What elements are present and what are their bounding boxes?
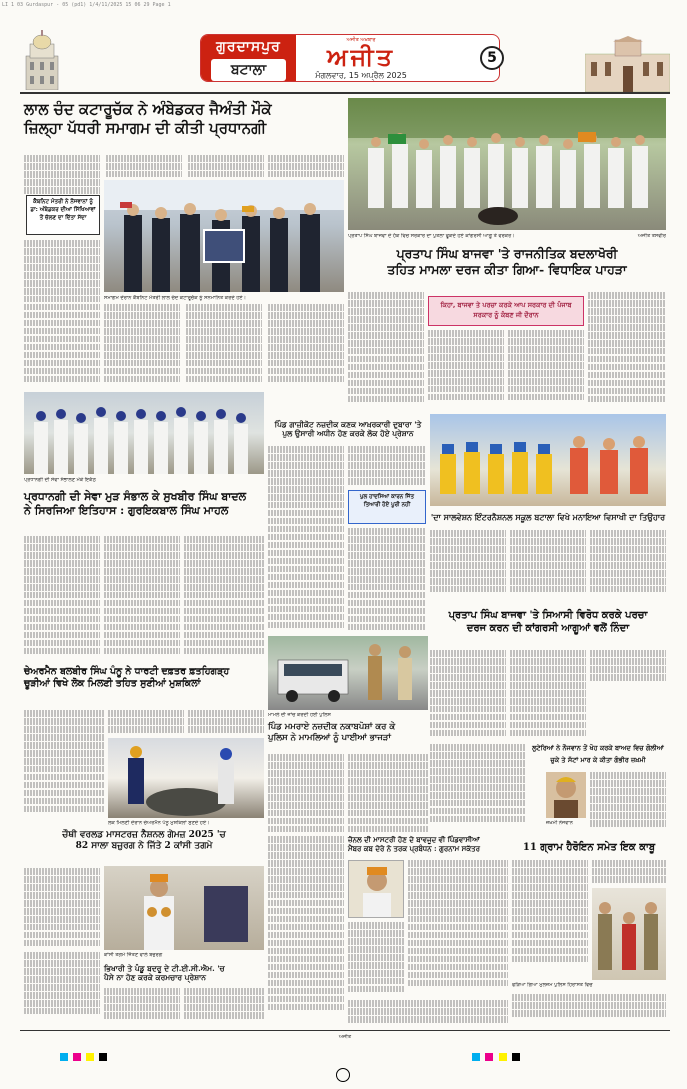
article-2-photo <box>348 98 666 230</box>
article-6-body-col1 <box>430 650 506 740</box>
article-1-body-col1b <box>24 240 100 388</box>
article-6-body-col2 <box>510 650 586 740</box>
article-10-photo <box>348 860 404 918</box>
black-swatch-right <box>512 1053 520 1061</box>
city-name-top: ਗੁਰਦਾਸਪੁਰ <box>216 39 281 55</box>
article-6-headline-line2: ਦਰਜ ਕਰਨ ਦੀ ਕਾਂਗਰਸੀ ਆਗੂਆਂ ਵਲੋਂ ਨਿੰਦਾ <box>466 622 630 634</box>
city-block <box>201 35 296 82</box>
article-5-body-col1 <box>430 530 506 600</box>
article-3-headline-line2: ਨੇ ਸਿਰਜਿਆ ਇਤਿਹਾਸ : ਗੁਰਇਕਬਾਲ ਸਿੰਘ ਮਾਹਲ <box>24 503 229 517</box>
article-7-body-col3 <box>188 710 264 734</box>
color-registration-bar <box>60 1046 520 1065</box>
article-4-headline-line1: ਪਿੰਡ ਗਾਜ਼ੀਕੋਟ ਨਜ਼ਦੀਕ ਕਣਕ ਆਖ਼ਰਕਾਰੀ ਦੁਬਾਰਾ 'ਤੇ <box>274 420 422 429</box>
article-3-body-col2 <box>104 536 180 660</box>
article-5-body-col3 <box>590 530 666 600</box>
temple-illustration-left <box>22 30 62 90</box>
article-8-caption: ਮਾਮਲੇ ਦੀ ਜਾਂਚ ਕਰਦੀ ਹੋਈ ਪੁਲਿਸ <box>268 712 331 718</box>
article-8-headline-line1: ਪਿੰਡ ਮਮਰਾਏ ਨਜ਼ਦੀਕ ਨਕਾਬਪੋਸ਼ਾਂ ਕਰ ਕੇ <box>268 722 396 732</box>
article-12-body-col1b <box>24 952 100 1022</box>
article-8-body-col2 <box>348 754 428 832</box>
article-1-body-col3b <box>186 304 262 388</box>
article-1-body-col2b <box>104 304 180 388</box>
article-7-body-col1 <box>24 710 104 812</box>
article-2-credit: ਅਜੀਤ ਤਸਵੀਰ <box>637 233 666 239</box>
article-1-headline-line2: ਜ਼ਿਲ੍ਹਾ ਪੱਧਰੀ ਸਮਾਗਮ ਦੀ ਕੀਤੀ ਪ੍ਰਧਾਨਗੀ <box>24 118 267 137</box>
article-4-body-col1 <box>268 446 344 636</box>
article-12-headline-line1: ਚੌਥੀ ਵਰਲਡ ਮਾਸਟਰਜ਼ ਨੈਸ਼ਨਲ ਗੇਮਜ਼ 2025 'ਚ <box>62 830 226 840</box>
building-illustration-right <box>585 36 670 92</box>
article-2-caption: ਪ੍ਰਤਾਪ ਸਿੰਘ ਬਾਜਵਾ ਦੇ ਹੱਕ ਵਿਚ ਸਰਕਾਰ ਦਾ ਪੁਤਲਾ ਫੂਕਦੇ ਹੋਏ ਕਾਂਗਰਸੀ ਆਗੂ ਤੇ ਵਰਕਰ। <box>348 233 515 239</box>
article-10-body-col1 <box>408 860 508 990</box>
article-11-caption: ਫੜਿਆ ਗਿਆ ਮੁਲਜ਼ਮ ਪੁਲਿਸ ਹਿਰਾਸਤ ਵਿਚ <box>512 982 593 988</box>
article-12-photo <box>104 866 264 950</box>
article-7-headline <box>24 666 264 690</box>
article-5-photo <box>430 414 666 506</box>
article-8-body-col1 <box>268 754 344 832</box>
article-7-headline-line2: ਚੂੜੀਆਂ ਵਿਖੇ ਲੋਕ ਮਿਲਣੀ ਤਹਿਤ ਸੁਣੀਆਂ ਮੁਸ਼ਕਿਲਾਂ <box>24 677 201 689</box>
magenta-swatch <box>73 1053 81 1061</box>
article-11-body-col2 <box>592 860 666 884</box>
article-1-body-col2 <box>106 155 182 177</box>
article-1-body-col4b <box>268 304 344 388</box>
article-1-caption: ਸਮਾਗਮ ਦੌਰਾਨ ਕੈਬਨਿਟ ਮੰਤਰੀ ਲਾਲ ਚੰਦ ਕਟਾਰੂਚੱਕ ਨੂੰ ਸਨਮਾਨਿਤ ਕਰਦੇ ਹੋਏ। <box>104 295 246 301</box>
page-number-badge: 5 <box>480 46 504 70</box>
article-1-headline-line1: ਲਾਲ ਚੰਦ ਕਟਾਰੂਚੱਕ ਨੇ ਅੰਬੇਡਕਰ ਜੈਅੰਤੀ ਮੌਕੇ <box>24 100 272 118</box>
article-7-caption: ਲੋਕ ਮਿਲਣੀ ਦੌਰਾਨ ਚੇਅਰਮੈਨ ਪੰਨੂ ਮੁਸ਼ਕਿਲਾਂ ਸੁਣਦੇ ਹੋਏ। <box>108 820 210 826</box>
article-13-body-col0 <box>268 836 344 1020</box>
article-13-headline <box>104 964 264 983</box>
article-7-photo <box>108 738 264 818</box>
cyan-swatch <box>60 1053 68 1061</box>
yellow-swatch <box>86 1053 94 1061</box>
issue-date: ਮੰਗਲਵਾਰ, 15 ਅਪ੍ਰੈਲ 2025 <box>315 71 407 80</box>
article-13-body-col1 <box>104 988 180 1022</box>
cyan-swatch-right <box>472 1053 480 1061</box>
article-5-body-col2 <box>510 530 586 600</box>
article-12-headline <box>24 830 264 853</box>
article-9-body-col1 <box>590 772 666 828</box>
article-11-body-tail <box>512 994 666 1022</box>
article-12-caption: ਕਾਂਸੀ ਤਗਮੇ ਜਿੱਤਣ ਵਾਲੇ ਬਜ਼ੁਰਗ <box>104 952 163 958</box>
article-13-headline-line1: ਭਿਖਾਰੀ ਤੇ ਪੰਡੂ ਬਦਰੂ ਦੇ ਟੀ.ਈ.ਸੀ.ਐਮ. 'ਚ <box>104 964 225 973</box>
article-4-headline-line2: ਪੁਲ ਉਸਾਰੀ ਅਧੀਨ ਹੋਣ ਕਰਕੇ ਲੋਕ ਹੋਏ ਪ੍ਰੇਸ਼ਾਨ <box>282 429 414 439</box>
article-8-photo <box>268 636 428 710</box>
article-4-body-col2a <box>348 446 426 486</box>
article-10-body-tail <box>348 1000 508 1024</box>
article-4-headline <box>268 420 428 439</box>
article-6-headline-line1: ਪ੍ਰਤਾਪ ਸਿੰਘ ਬਾਜਵਾ 'ਤੇ ਸਿਆਸੀ ਵਿਰੋਧ ਕਰਕੇ ਪਰਚਾ <box>448 610 648 621</box>
footer-rule <box>20 1030 670 1031</box>
magenta-swatch-right <box>485 1053 493 1061</box>
article-3-body-col3 <box>184 536 264 660</box>
article-13-headline-line2: ਪੈਸੇ ਨਾ ਹੋਣ ਕਰਕੇ ਕਰਮਚਾਰ ਪ੍ਰੇਸ਼ਾਨ <box>104 973 206 983</box>
article-1-body-col1 <box>24 155 100 195</box>
article-2-body-col2 <box>428 330 504 408</box>
article-13-body-col2 <box>184 988 264 1022</box>
article-2-body-col1 <box>348 292 424 412</box>
article-12-headline-line2: 82 ਸਾਲਾ ਬਜ਼ੁਰਗ ਨੇ ਜਿੱਤੇ 2 ਕਾਂਸੀ ਤਗਮੇ <box>75 841 213 852</box>
article-10-body-col0 <box>348 922 404 998</box>
article-8-headline-line2: ਪੁਲਿਸ ਨੇ ਮਾਮਲਿਆਂ ਨੂੰ ਪਾਈਆਂ ਭਾਜੜਾਂ <box>268 732 391 743</box>
print-slug: LI 1 03 Gurdaspur - 05 (pd1) 1/4/11/2025 15 06 29 Page 1 <box>2 2 171 8</box>
registration-mark-icon <box>336 1068 350 1082</box>
paper-supertitle: ਅਜੀਤ ਅਖ਼ਬਾਰ <box>346 37 376 43</box>
article-4-body-col2b <box>348 528 426 636</box>
article-11-headline: 11 ਗ੍ਰਾਮ ਹੈਰੋਇਨ ਸਮੇਤ ਇਕ ਕਾਬੂ <box>522 842 656 853</box>
article-10-headline <box>348 836 508 854</box>
article-2-body-col4 <box>588 292 666 412</box>
article-3-photo <box>24 392 264 474</box>
article-9-caption: ਜ਼ਖ਼ਮੀ ਨੌਜਵਾਨ <box>546 820 573 826</box>
yellow-swatch-right <box>499 1053 507 1061</box>
article-9-headline: ਲੁਟੇਰਿਆਂ ਨੇ ਨੌਜਵਾਨ ਤੋਂ ਖੋਹ ਕਰਕੇ ਬਾਅਦ ਵਿਚ ਗੋਲੀਆਂ <box>532 744 664 752</box>
masthead-rule <box>20 92 670 94</box>
article-2-pink-highlight: ਕਿਹਾ, ਬਾਜਵਾ ਤੇ ਪਰਚਾ ਕਰਕੇ ਆਪ ਸਰਕਾਰ ਦੀ ਪੰਜਾਬ ਸਰਕਾਰ ਨੂੰ ਕੰਬਣ ਜੀ ਦੌਰਾਨ <box>428 296 584 326</box>
article-12-body-col1 <box>24 868 100 948</box>
article-1-photo <box>104 180 344 292</box>
article-2-body-col3 <box>508 330 584 408</box>
paper-name: ਅਜੀਤ <box>327 43 395 71</box>
article-1-body-col3 <box>188 155 264 177</box>
article-6-headline <box>430 610 666 635</box>
article-1-highlight-box: ਕੈਬਨਿਟ ਮੰਤਰੀ ਨੇ ਨੌਜਵਾਨਾਂ ਨੂੰ ਡਾ: ਅੰਬੇਡਕਰ ਦੀਆਂ ਸਿੱਖਿਆਵਾਂ ਤੋਂ ਚੱਲਣ ਦਾ ਦਿੱਤਾ ਸੱਦਾ <box>26 195 100 235</box>
article-2-headline <box>348 246 666 277</box>
black-swatch <box>99 1053 107 1061</box>
article-11-photo <box>592 888 666 980</box>
article-10-headline-line2: ਮੈਂਬਰ ਕਬ ਦੇਰੇ ਨੇ ਤਰਕ ਪ੍ਰਬੰਧਨ : ਗੁਰਨਾਮ ਸਕੱਤਰ <box>348 843 480 853</box>
article-3-caption: ਪ੍ਰਧਾਨਗੀ ਦੀ ਸੇਵਾ ਸੰਭਾਲਣ ਮੌਕੇ ਇਕੱਠ <box>24 477 96 483</box>
article-7-body-col2 <box>108 710 184 734</box>
article-7-headline-line1: ਚੇਅਰਮੈਨ ਬਲਬੀਰ ਸਿੰਘ ਪੰਨੂ ਨੇ ਧਾਰਟੀ ਦਫ਼ਤਰ ਫ਼ਤਹਿਗੜ੍ਹ <box>24 666 230 677</box>
article-9-subhead: ਚੁਕੇ ਤੇ ਸੱਟਾਂ ਮਾਰ ਕੇ ਕੀਤਾ ਗੰਭੀਰ ਜ਼ਖ਼ਮੀ <box>550 756 646 764</box>
masthead-banner <box>200 34 500 82</box>
article-4-highlight-box: ਪੁਲ ਹਾਦਸਿਆਂ ਕਾਰਨ ਜਿੱਤ ਤਿਆਰੀ ਹੋਏ ਪੂਰੀ ਨਹੀਂ <box>348 490 426 524</box>
article-3-body-col1 <box>24 536 100 660</box>
article-3-headline-line1: ਪ੍ਰਧਾਨਗੀ ਦੀ ਸੇਵਾ ਮੁੜ ਸੰਭਾਲ ਕੇ ਸੁਖਬੀਰ ਸਿੰਘ ਬਾਦਲ <box>24 490 247 503</box>
article-5-headline: 'ਦਾ ਸਾਲਵੇਸ਼ਨ ਇੰਟਰਨੈਸ਼ਨਲ ਸਕੂਲ ਬਟਾਲਾ ਵਿਖੇ ਮਨਾਇਆ ਵਿਸਾਖੀ ਦਾ ਤਿਉਹਾਰ <box>430 512 666 522</box>
article-9-body-col0 <box>430 744 526 824</box>
article-9-photo <box>546 772 586 818</box>
article-10-headline-line1: ਜ਼ੋਨਲ ਦੀ ਮਾਸਟਰੀ ਹੋਣ ਦੇ ਬਾਵਜੂਦ ਵੀ ਪਿੰਡਵਾਸੀਆਂ <box>348 835 480 844</box>
article-6-body-col3 <box>590 650 666 686</box>
article-2-headline-line1: ਪ੍ਰਤਾਪ ਸਿੰਘ ਬਾਜਵਾ 'ਤੇ ਰਾਜਨੀਤਿਕ ਬਦਲਾਖੋਰੀ <box>396 246 618 261</box>
article-1-headline <box>24 100 342 138</box>
article-11-body-col1 <box>512 860 588 970</box>
article-1-body-col4 <box>268 155 344 177</box>
article-2-headline-line2: ਤਹਿਤ ਮਾਮਲਾ ਦਰਜ ਕੀਤਾ ਗਿਆ- ਵਿਧਾਇਕ ਪਾਹੜਾ <box>387 261 627 277</box>
city-name-bottom: ਬਟਾਲਾ <box>211 59 286 81</box>
footer-page-label: ਅਜੀਤ <box>338 1034 352 1040</box>
article-8-headline <box>268 722 428 743</box>
paper-nameplate <box>301 37 421 81</box>
